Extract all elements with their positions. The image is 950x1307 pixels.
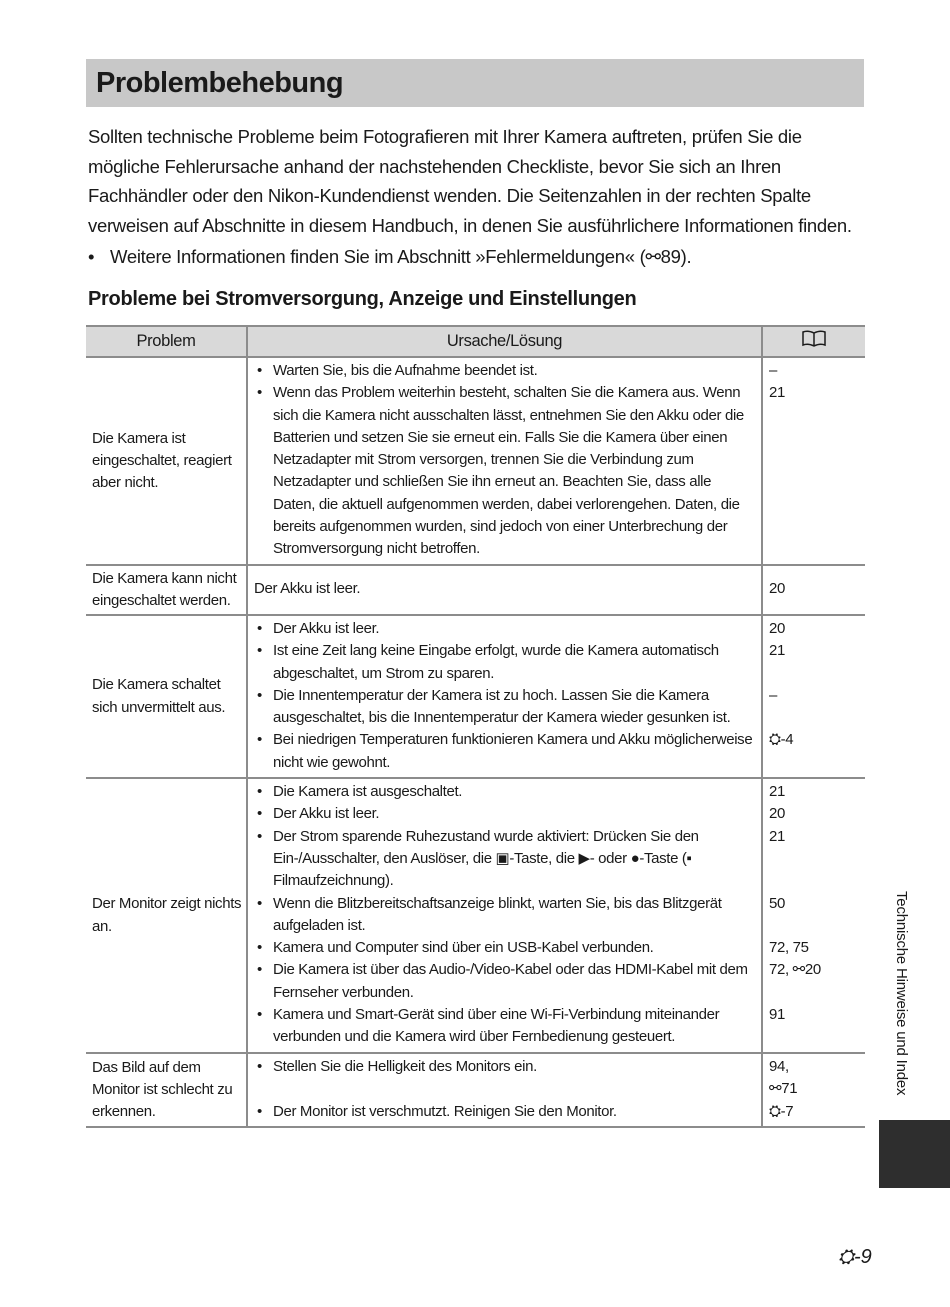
problem-cell: Der Monitor zeigt nichts an.	[86, 778, 247, 1053]
page-ref: 21	[769, 384, 785, 402]
problem-cell: Das Bild auf dem Monitor ist schlecht zu erkennen.	[86, 1053, 247, 1127]
page-title: Problembehebung	[96, 67, 344, 99]
troubleshooting-table	[86, 325, 865, 1128]
page-ref: 20	[769, 805, 785, 823]
table-row	[86, 565, 865, 615]
page-ref: –	[769, 686, 777, 704]
page-ref: –	[769, 362, 777, 379]
cause-item: • Bei niedrigen Temperaturen funktionieren Kamera und Akku möglicherweise nicht wie gewohnt.	[254, 729, 755, 774]
cause-cell	[247, 1053, 762, 1127]
note-item	[88, 243, 691, 271]
table-header-row	[86, 326, 865, 357]
cause-item: • Wenn das Problem weiterhin besteht, schalten Sie die Kamera aus. Wenn sich die Kamera nicht ausschalten lässt, entnehmen Sie den Akku oder die Batterien und setzen Sie sie erneut ein. Falls Sie die Kamera über einen Netzadapter mit Strom versorgen, trennen Sie die Verbindung zum Netzadapter und schließen Sie ihn erneut an. Beachten Sie, dass alle Daten, die aktuell aufgenommen werden, dabei verlorengehen. Daten, die bereits aufgenommen wurden, sind jedoch von einer Unterbrechung der Stromversorgung nicht betroffen.	[254, 382, 755, 560]
chapter-tab-label: Technische Hinweise und Index	[893, 891, 910, 1096]
page-ref: 72, ⚯20	[769, 961, 821, 979]
title-bar	[86, 59, 864, 107]
cause-cell	[247, 778, 762, 1053]
intro-paragraph: Sollten technische Probleme beim Fotografieren mit Ihrer Kamera auftreten, prüfen Sie die mögliche Fehlerursache anhand der nachstehenden Checkliste, bevor Sie sich an Ihren Fachhändler oder den Nikon-Kundendienst wenden. Die Seitenzahlen in der rechten Spalte verweisen auf Abschnitte in diesem Handbuch, in denen Sie ausführlichere Informationen finden.	[88, 126, 852, 236]
bullet: •	[88, 246, 95, 267]
cause-item: • Ist eine Zeit lang keine Eingabe erfolgt, wurde die Kamera automatisch abgeschaltet, um Strom zu sparen.	[254, 640, 755, 685]
page-ref: 20	[769, 580, 785, 598]
cause-cell	[247, 357, 762, 565]
table-row	[86, 357, 865, 565]
page-ref: ⚯71	[769, 1080, 798, 1098]
page-ref: 21	[769, 827, 785, 845]
header-problem: Problem	[86, 326, 247, 357]
cause-cell	[247, 615, 762, 778]
note-text: Weitere Informationen finden Sie im Abschnitt »Fehlermeldungen« (⚯89).	[110, 246, 692, 267]
cause-item: • Der Strom sparende Ruhezustand wurde aktiviert: Drücken Sie den Ein-/Ausschalter, den Auslöser, die ▣-Taste, die ▶- oder ●-Taste (▪ Filmaufzeichnung).	[254, 826, 755, 893]
table-row	[86, 778, 865, 1053]
page-ref: 20	[769, 620, 785, 637]
page-ref: 94,	[769, 1058, 789, 1076]
page-number: ⛭-9	[838, 1246, 872, 1268]
page-ref: 21	[769, 642, 785, 660]
page-ref: ⛭-4	[769, 731, 794, 749]
header-cause: Ursache/Lösung	[247, 326, 762, 357]
cause-item: • Kamera und Computer sind über ein USB-Kabel verbunden.	[254, 937, 755, 959]
page-ref	[769, 870, 865, 892]
page-ref	[769, 982, 865, 1004]
page-ref: 91	[769, 1006, 785, 1024]
cause-item: • Stellen Sie die Helligkeit des Monitors ein.	[254, 1056, 755, 1078]
page-ref: 72, 75	[769, 939, 809, 957]
cause-item: • Warten Sie, bis die Aufnahme beendet ist.	[254, 360, 755, 382]
problem-cell: Die Kamera schaltet sich unvermittelt aus.	[86, 615, 247, 778]
problem-cell: Die Kamera ist eingeschaltet, reagiert aber nicht.	[86, 357, 247, 565]
cause-item: • Kamera und Smart-Gerät sind über eine Wi-Fi-Verbindung miteinander verbunden und die Kamera wird über Fernbedienung gesteuert.	[254, 1004, 755, 1049]
table-row	[86, 615, 865, 778]
cause-cell: Der Akku ist leer.	[247, 565, 762, 615]
cause-item: • Die Innentemperatur der Kamera ist zu hoch. Lassen Sie die Kamera ausgeschaltet, bis die Innentemperatur der Kamera wieder gesunken ist.	[254, 685, 755, 730]
cause-item: • Der Monitor ist verschmutzt. Reinigen Sie den Monitor.	[254, 1101, 755, 1123]
page-ref	[769, 663, 865, 685]
cause-item: • Die Kamera ist über das Audio-/Video-Kabel oder das HDMI-Kabel mit dem Fernseher verbunden.	[254, 959, 755, 1004]
page-ref	[769, 915, 865, 937]
cause-item: • Wenn die Blitzbereitschaftsanzeige blinkt, warten Sie, bis das Blitzgerät aufgeladen ist.	[254, 893, 755, 938]
cause-item: • Die Kamera ist ausgeschaltet.	[254, 781, 755, 803]
cause-item: • Der Akku ist leer.	[254, 803, 755, 825]
page-ref	[769, 848, 865, 870]
reference-cell	[762, 357, 865, 565]
section-title: Probleme bei Stromversorgung, Anzeige und Einstellungen	[88, 288, 637, 310]
page-ref: ⛭-7	[769, 1102, 794, 1120]
page-ref	[769, 707, 865, 729]
reference-cell	[762, 778, 865, 1053]
problem-cell: Die Kamera kann nicht eingeschaltet werden.	[86, 565, 247, 615]
page-ref: 50	[769, 894, 785, 912]
reference-cell	[762, 565, 865, 615]
book-icon	[802, 330, 826, 347]
reference-cell	[762, 615, 865, 778]
header-reference	[762, 326, 865, 357]
reference-cell	[762, 1053, 865, 1127]
table-row	[86, 1053, 865, 1127]
page-ref: 21	[769, 783, 785, 801]
cause-item: • Der Akku ist leer.	[254, 618, 755, 640]
chapter-tab	[879, 1120, 950, 1188]
